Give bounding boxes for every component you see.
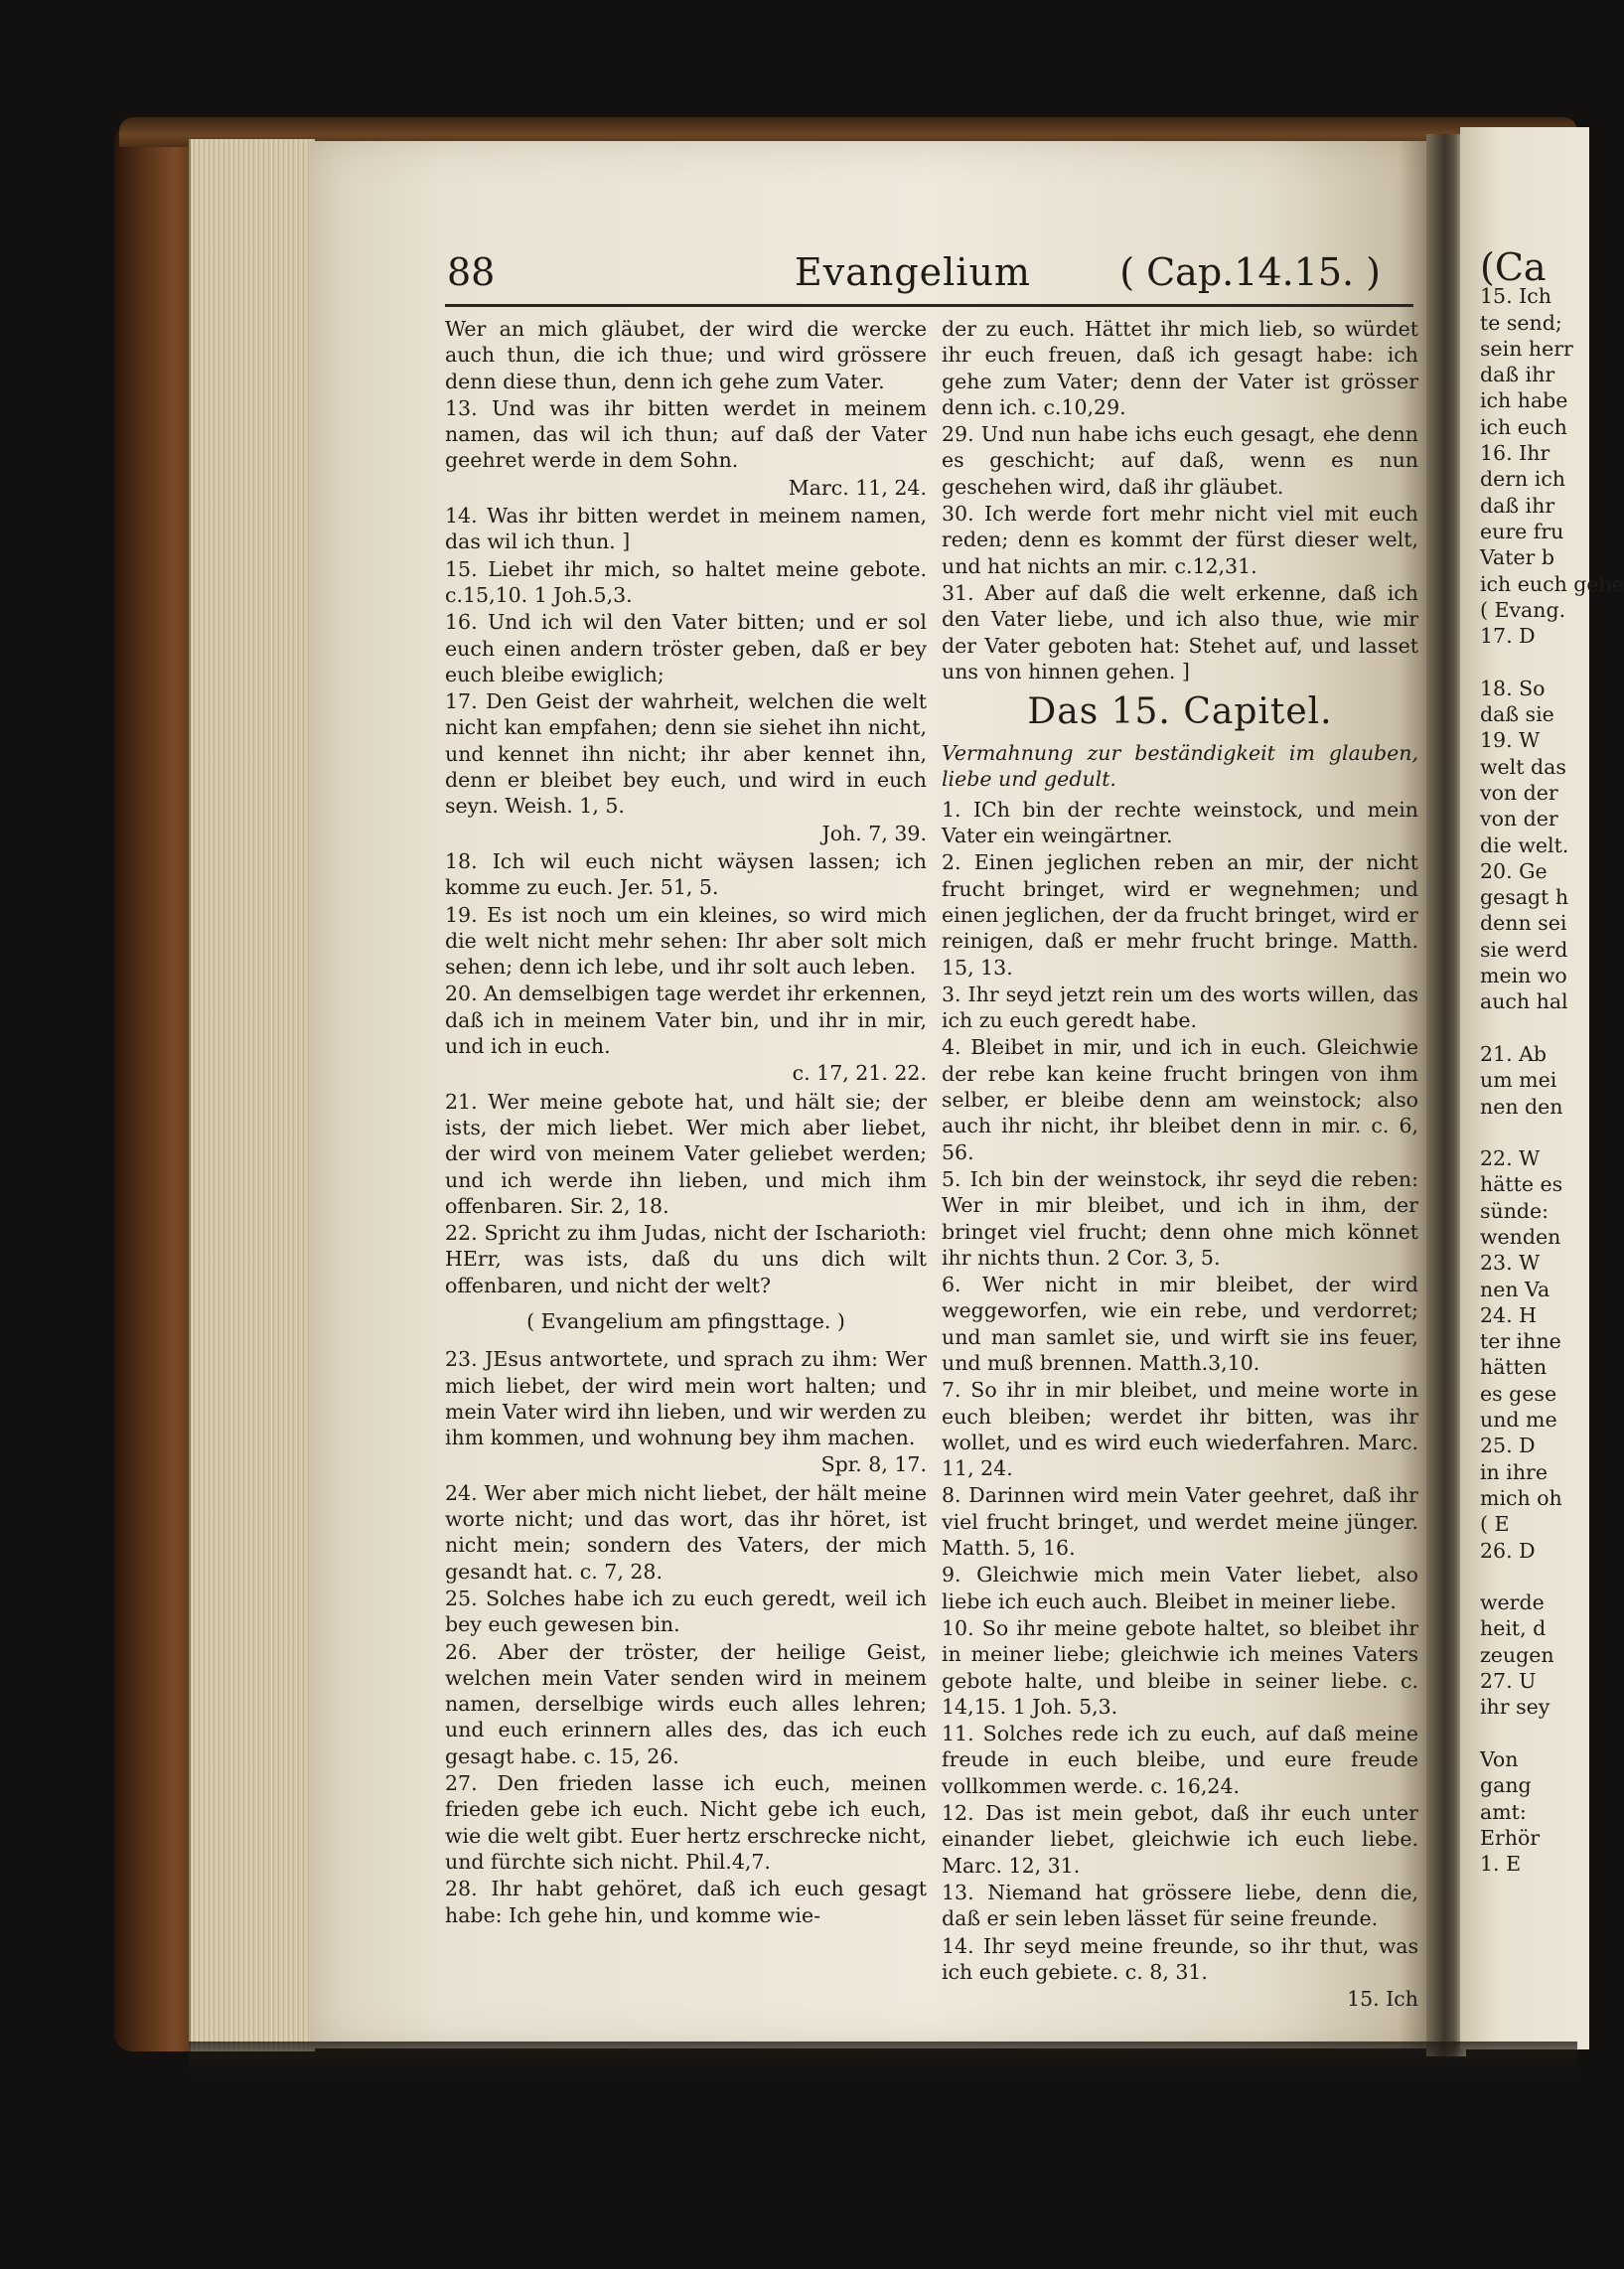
facing-page-line: 22. W (1480, 1146, 1541, 1171)
facing-page-line (1480, 1564, 1589, 1589)
verse-paragraph: 9. Gleichwie mich mein Vater liebet, also liebe ich euch auch. Bleibet in meiner liebe. (942, 1563, 1418, 1613)
section-title: ( Evangelium am pfingsttage. ) (526, 1308, 845, 1333)
facing-page-line: heit, d (1480, 1616, 1547, 1641)
facing-page-line: mich oh (1480, 1485, 1562, 1510)
verse-paragraph: 3. Ihr seyd jetzt rein um des worts willen, das ich zu euch geredt habe. (942, 982, 1418, 1033)
facing-page-line: ich euch gebe (1480, 571, 1624, 596)
facing-page-line: 20. Ge (1480, 858, 1548, 883)
facing-page-line: 17. D (1480, 624, 1536, 649)
verse-paragraph: 13. Niemand hat grössere liebe, denn die, daß er sein leben lässet für seine freunde. (942, 1880, 1418, 1931)
header-rule (445, 304, 1413, 307)
facing-page-line: nen den (1480, 1094, 1563, 1119)
facing-page-line: Erhör (1480, 1825, 1541, 1850)
facing-page-line: eure fru (1480, 519, 1564, 543)
right-text-column (942, 316, 1418, 2014)
facing-page-line: um mei (1480, 1068, 1557, 1093)
chapter-reference: ( Cap.14.15. ) (1119, 250, 1381, 294)
facing-page-line: welt das (1480, 754, 1566, 779)
verse-paragraph: 24. Wer aber mich nicht liebet, der hält meine worte nicht; und das wort, das ihr höret, ist nicht mein; sondern des Vaters, der mich gesandt hat. c. 7, 28. (445, 1480, 927, 1584)
facing-page-line: 19. W (1480, 728, 1541, 753)
facing-page-line: zeugen (1480, 1642, 1554, 1667)
facing-page-line: von der (1480, 780, 1558, 805)
verse-paragraph: 20. An demselbigen tage werdet ihr erkennen, daß ich in meinem Vater bin, und ihr in mir, und ich in euch. (445, 982, 927, 1059)
verse-paragraph: 14. Ihr seyd meine freunde, so ihr thut, was ich euch gebiete. c. 8, 31. (942, 1933, 1418, 1984)
facing-page-line: es gese (1480, 1381, 1557, 1406)
cross-reference: c. 17, 21. 22. (792, 1061, 927, 1086)
facing-page-line: daß sie (1480, 702, 1554, 727)
facing-page-line: in ihre (1480, 1459, 1548, 1484)
facing-page-line: 16. Ihr (1480, 441, 1550, 466)
facing-page-line: von der (1480, 807, 1558, 832)
facing-page-line: die welt. (1480, 832, 1569, 857)
page-number: 88 (447, 250, 496, 294)
facing-page-line: gesagt h (1480, 885, 1569, 910)
cross-reference: 15. Ich (1347, 1987, 1418, 2012)
facing-page-line: hätte es (1480, 1172, 1563, 1197)
facing-page-line: sein herr (1480, 336, 1573, 361)
facing-page-line: Von (1480, 1746, 1519, 1771)
facing-page-line: ihr sey (1480, 1695, 1550, 1720)
verse-paragraph: 23. JEsus antwortete, und sprach zu ihm: Wer mich liebet, der wird mein wort halten; und mein Vater wird ihn lieben, und wir werden zu ihm kommen, und wohnung bey ihm machen. (445, 1347, 927, 1450)
verse-paragraph: 25. Solches habe ich zu euch geredt, weil ich bey euch gewesen bin. (445, 1586, 927, 1637)
facing-page-line: te send; (1480, 310, 1562, 335)
verse-paragraph: 10. So ihr meine gebote haltet, so bleibet ihr in meiner liebe; gleichwie ich meines Vaters gebote halte, und bleibe in seiner liebe. c. 14,15. 1 Joh. 5,3. (942, 1615, 1418, 1719)
chapter-heading: Das 15. Capitel. (1027, 691, 1333, 733)
facing-page-line: denn sei (1480, 911, 1567, 936)
cross-reference: Spr. 8, 17. (820, 1452, 927, 1477)
verse-paragraph: 14. Was ihr bitten werdet in meinem namen, das wil ich thun. ] (445, 504, 927, 554)
facing-page-line: 18. So (1480, 676, 1546, 700)
verse-paragraph: 21. Wer meine gebote hat, und hält sie; der ists, der mich liebet. Wer mich aber liebet, der wird von meinem Vater geliebet werden; und ich werde ihn lieben, und mich ihm offenbaren. Sir. 2, 18. (445, 1089, 927, 1218)
facing-page-line: 25. D (1480, 1434, 1536, 1458)
facing-page-line: gang (1480, 1773, 1532, 1798)
verse-paragraph: 12. Das ist mein gebot, daß ihr euch unter einander liebet, gleichwie ich euch liebe. Marc. 12, 31. (942, 1801, 1418, 1878)
verse-paragraph: 15. Liebet ihr mich, so haltet meine gebote. c.15,10. 1 Joh.5,3. (445, 556, 927, 607)
facing-page-line: ( Evang. (1480, 597, 1566, 622)
cross-reference: Marc. 11, 24. (788, 475, 927, 500)
facing-page-line (1480, 1721, 1589, 1746)
facing-page-line: ( E (1480, 1512, 1510, 1537)
facing-page-line (1480, 649, 1589, 675)
facing-page-line: 21. Ab (1480, 1041, 1548, 1066)
verse-paragraph: 13. Und was ihr bitten werdet in meinem namen, das wil ich thun; auf daß der Vater geehret werde in dem Sohn. (445, 395, 927, 473)
facing-page-line: ich euch (1480, 414, 1567, 439)
facing-page-line: ter ihne (1480, 1329, 1561, 1354)
facing-page-line: amt: (1480, 1799, 1527, 1824)
verse-paragraph: 1. ICh bin der rechte weinstock, und mein Vater ein weingärtner. (942, 797, 1418, 848)
facing-page-line: 1. E (1480, 1852, 1522, 1877)
facing-page-line: nen Va (1480, 1277, 1550, 1301)
verse-paragraph: 17. Den Geist der wahrheit, welchen die welt nicht kan empfahen; denn sie siehet ihn nicht, und kennet ihn nicht; ihr aber kennet ihn, denn er bleibet bey euch, und wird in euch seyn. Weish. 1, 5. (445, 689, 927, 819)
verse-paragraph: Wer an mich gläubet, der wird die wercke auch thun, die ich thue; und wird grössere denn diese thun, denn ich gehe zum Vater. (445, 317, 927, 393)
verse-paragraph: 5. Ich bin der weinstock, ihr seyd die reben: Wer in mir bleibet, und ich in ihm, der bringet viel frucht; denn ohne mich könnet ihr nichts thun. 2 Cor. 3, 5. (942, 1166, 1418, 1270)
verse-paragraph: 7. So ihr in mir bleibet, und meine worte in euch bleiben; werdet ihr bitten, was ihr wollet, und es wird euch wiederfahren. Marc. 11, 24. (942, 1378, 1418, 1481)
facing-page-line (1480, 1015, 1589, 1041)
facing-page-fragment (1480, 243, 1624, 1877)
verse-paragraph: 31. Aber auf daß die welt erkenne, daß ich den Vater liebe, und ich also thue, wie mir der Vater geboten hat: Stehet auf, und lasset uns von hinnen gehen. ] (942, 580, 1418, 683)
running-title: Evangelium (795, 250, 1031, 294)
facing-page-line (1480, 1120, 1589, 1145)
facing-page-line: mein wo (1480, 964, 1567, 988)
running-head (447, 250, 1381, 302)
verse-paragraph: 2. Einen jeglichen reben an mir, der nicht frucht bringet, wird er wegnehmen; und einen jeglichen, der da frucht bringet, wird er reinigen, daß er mehr frucht bringe. Matth. 15, 13. (942, 850, 1418, 980)
facing-page-line: ich habe (1480, 388, 1568, 413)
verse-paragraph: 26. Aber der tröster, der heilige Geist, welchen mein Vater senden wird in meinem namen, derselbige wirds euch alles lehren; und euch erinnern alles des, das ich euch gesagt habe. c. 15, 26. (445, 1639, 927, 1768)
facing-page-line: 23. W (1480, 1251, 1541, 1276)
verse-paragraph: 18. Ich wil euch nicht wäysen lassen; ich komme zu euch. Jer. 51, 5. (445, 848, 927, 900)
facing-page-line: 27. U (1480, 1669, 1537, 1694)
facing-page-line: dern ich (1480, 467, 1566, 492)
verse-paragraph: 8. Darinnen wird mein Vater geehret, daß ihr viel frucht bringet, und werdet meine jünger. Matth. 5, 16. (942, 1483, 1418, 1561)
verse-paragraph: der zu euch. Hättet ihr mich lieb, so würdet ihr euch freuen, daß ich gesagt habe: ich gehe zum Vater; denn der Vater ist grösser denn ich. c.10,29. (942, 317, 1418, 419)
verse-paragraph: 11. Solches rede ich zu euch, auf daß meine freude in euch bleibe, und eure freude vollkommen werde. c. 16,24. (942, 1722, 1418, 1798)
facing-page-line: und me (1480, 1408, 1557, 1433)
verse-paragraph: 16. Und ich wil den Vater bitten; und er sol euch einen andern tröster geben, daß er bey euch bleibe ewiglich; (445, 610, 927, 686)
page-edges (189, 139, 315, 2051)
verse-paragraph: 27. Den frieden lasse ich euch, meinen frieden gebe ich euch. Nicht gebe ich euch, wie die welt gibt. Euer hertz erschrecke nicht, und fürchte sich nicht. Phil.4,7. (445, 1771, 927, 1874)
cross-reference: Joh. 7, 39. (821, 821, 927, 845)
facing-page-line: daß ihr (1480, 363, 1555, 387)
facing-page-line: 15. Ich (1480, 284, 1551, 309)
left-text-column (445, 316, 927, 1929)
verse-paragraph: 28. Ihr habt gehöret, daß ich euch gesagt habe: Ich gehe hin, und komme wie- (445, 1877, 927, 1927)
facing-page-line: sie werd (1480, 937, 1568, 962)
chapter-summary: Vermahnung zur beständigkeit im glauben, liebe und gedult. (942, 741, 1418, 792)
facing-page-line: auch hal (1480, 989, 1568, 1014)
verse-paragraph: 4. Bleibet in mir, und ich in euch. Gleichwie der rebe kan keine frucht bringen von ihm selber, er bleibe denn am weinstock; also auch ihr nicht, ihr bleibet denn in mir. c. 6, 56. (942, 1035, 1418, 1164)
facing-page-line: sünde: (1480, 1198, 1550, 1223)
verse-paragraph: 30. Ich werde fort mehr nicht viel mit euch reden; denn es kommt der fürst dieser welt, und hat nichts an mir. c.12,31. (942, 502, 1418, 578)
verse-paragraph: 29. Und nun habe ichs euch gesagt, ehe denn es geschicht; auf daß, wenn es nun geschehen wird, daß ihr gläubet. (942, 422, 1418, 499)
facing-page-line: werde (1480, 1590, 1545, 1615)
facing-page-line: hätten (1480, 1355, 1548, 1380)
facing-page-line: 24. H (1480, 1302, 1537, 1327)
verse-paragraph: 6. Wer nicht in mir bleibet, der wird weggeworfen, wie ein rebe, und verdorret; und man samlet sie, und wirft sie ins feuer, und muß brennen. Matth.3,10. (942, 1273, 1418, 1375)
facing-page-head: (Ca (1480, 245, 1547, 289)
verse-paragraph: 19. Es ist noch um ein kleines, so wird mich die welt nicht mehr sehen: Ihr aber solt mich sehen; denn ich lebe, und ihr solt auch leben. (445, 902, 927, 980)
bottom-shadow (189, 2042, 1577, 2081)
facing-page-line: daß ihr (1480, 493, 1555, 518)
facing-page-line: wenden (1480, 1224, 1561, 1249)
facing-page-line: 26. D (1480, 1538, 1536, 1563)
verse-paragraph: 22. Spricht zu ihm Judas, nicht der Ischarioth: HErr, was ists, daß du uns dich wilt offenbaren, und nicht der welt? (445, 1221, 927, 1297)
facing-page-line: Vater b (1480, 545, 1554, 570)
